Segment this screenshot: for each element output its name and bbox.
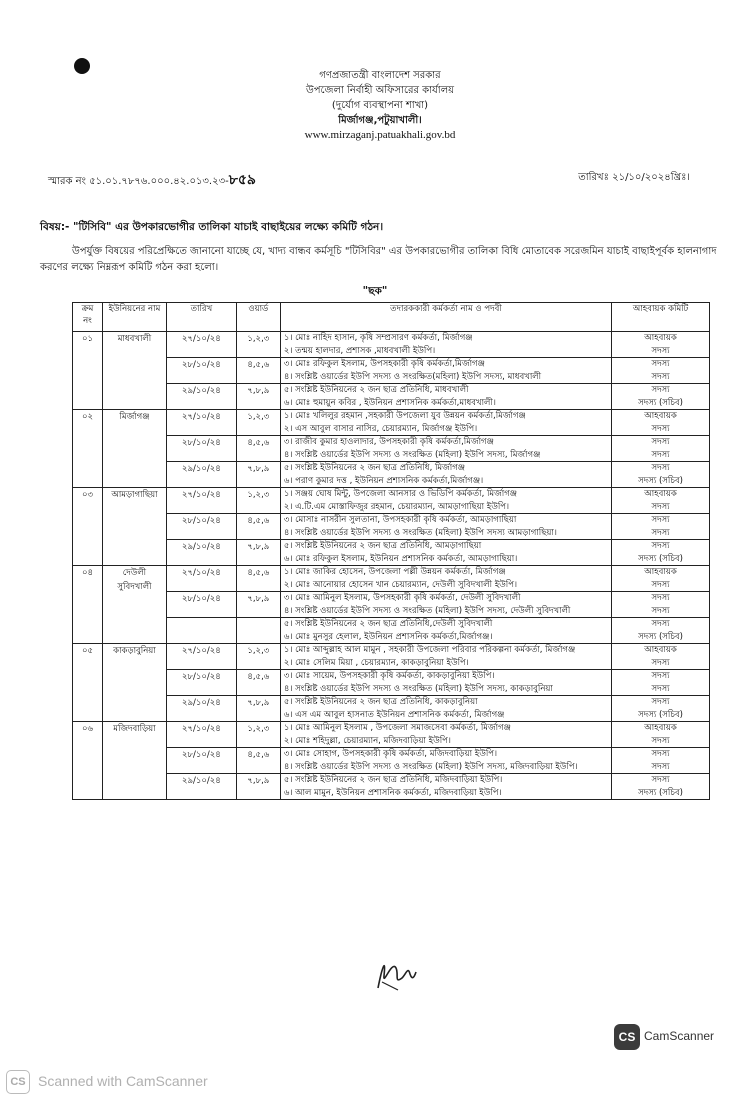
officer-cell (280, 332, 611, 358)
header-ward: ওয়ার্ড (236, 303, 280, 332)
header-serial: ক্রম নং (73, 303, 103, 332)
officer-line: ২। তন্ময় হালদার, প্রশাসক ,মাধবখালী ইউপি। (283, 345, 436, 356)
role-line: আহবায়ক (644, 645, 677, 655)
role-line: সদস্য (651, 437, 670, 447)
date-cell: ২৭/১০/২৪ (166, 722, 236, 748)
union-cell: মির্জাগঞ্জ (102, 410, 166, 488)
officer-cell (280, 514, 611, 540)
date-cell: ২৮/১০/২৪ (166, 748, 236, 774)
role-line: সদস্য (651, 775, 670, 785)
date-cell: ২৭/১০/২৪ (166, 410, 236, 436)
role-line: সদস্য (সচিব) (638, 553, 683, 564)
ward-cell: ৭,৮,৯ (236, 696, 280, 722)
ward-cell: ১,২,৩ (236, 410, 280, 436)
officer-line: ১। সঞ্জয় ঘোষ মিন্টু, উপজেলা আনসার ও ভিডিপি কর্মকর্তা, মির্জাগঞ্জ (283, 489, 518, 499)
role-cell (612, 488, 710, 514)
role-line: সদস্য (651, 423, 670, 434)
role-line: সদস্য (651, 359, 670, 369)
officer-cell (280, 748, 611, 774)
letterhead-line-4: মির্জাগঞ্জ,পটুয়াখালী। (338, 115, 422, 126)
union-cell: কাকড়াবুনিয়া (102, 644, 166, 722)
ward-cell: ৭,৮,৯ (236, 774, 280, 800)
role-cell (612, 774, 710, 800)
union-cell: মজিদবাড়িয়া (102, 722, 166, 800)
officer-line: ৩। রাজীব কুমার হাওলাদার, উপসহকারী কৃষি কর্মকর্তা,মির্জাগঞ্জ (283, 437, 494, 447)
role-cell (612, 358, 710, 384)
date-cell: ২৭/১০/২৪ (166, 488, 236, 514)
role-line: সদস্য (651, 345, 670, 356)
ward-cell: ৭,৮,৯ (236, 540, 280, 566)
role-line: আহবায়ক (644, 333, 677, 343)
officer-line: ৩। মোঃ সোহাগ, উপসহকারী কৃষি কর্মকর্তা, মজিদবাড়িয়া ইউপি। (283, 749, 498, 759)
officer-cell (280, 670, 611, 696)
serial-cell: ০৪ (73, 566, 103, 644)
officer-line: ৬। পরাণ কুমার দত্ত , ইউনিয়ন প্রশাসনিক কর্মকর্তা,মির্জাগঞ্জ। (283, 475, 484, 486)
table-row (73, 592, 710, 618)
role-line: সদস্য (সচিব) (638, 631, 683, 642)
header-officer: তদারককারী কর্মকর্তা নাম ও পদবী (280, 303, 611, 332)
role-line: সদস্য (651, 501, 670, 512)
table-header-row (73, 303, 710, 332)
officer-line: ৬। আল মামুন, ইউনিয়ন প্রশাসনিক কর্মকর্তা, মজিদবাড়িয়া ইউপি। (283, 787, 502, 798)
table-row (73, 332, 710, 358)
officer-cell (280, 644, 611, 670)
role-line: সদস্য (651, 463, 670, 473)
date-cell: ২৮/১০/২৪ (166, 358, 236, 384)
date-cell: ২৭/১০/২৪ (166, 644, 236, 670)
role-line: সদস্য (651, 541, 670, 551)
officer-line: ৫। সংশ্লিষ্ট ইউনিয়নের ২ জন ছাত্র প্রতিনিধি, আমড়াগাছিয়া (283, 541, 482, 551)
memo-number-handwritten: ৮৫৯ (228, 172, 256, 188)
camscanner-logo-icon: CS (614, 1024, 640, 1050)
date-cell: ২৯/১০/২৪ (166, 696, 236, 722)
letterhead-line-1: গণপ্রজাতন্ত্রী বাংলাদেশ সরকার (319, 70, 441, 81)
date-cell: ২৮/১০/২৪ (166, 592, 236, 618)
role-line: সদস্য (651, 605, 670, 616)
ward-cell: ৪,৫,৬ (236, 514, 280, 540)
role-cell (612, 332, 710, 358)
role-line: সদস্য (651, 657, 670, 668)
role-cell (612, 384, 710, 410)
officer-cell (280, 774, 611, 800)
letterhead-line-3: (দুর্যোগ ব্যবস্থাপনা শাখা) (331, 100, 429, 111)
officer-cell (280, 722, 611, 748)
table-row (73, 670, 710, 696)
ward-cell: ৪,৫,৬ (236, 748, 280, 774)
role-cell (612, 670, 710, 696)
role-cell (612, 566, 710, 592)
serial-cell: ০৬ (73, 722, 103, 800)
role-line: সদস্য (651, 449, 670, 460)
body-paragraph: উপর্যুক্ত বিষয়ের পরিপ্রেক্ষিতে জানানো যাচ্ছে যে, খাদ্য বান্ধব কর্মসূচি "টিসিবির" এর উপকারভোগীর তালিকা বিধি মোতাবেক সরেজমিন যাচাই বাছাইপূর্বক হালনাগাদ করণের লক্ষ্যে নিম্নরূপ কমিটি গঠন করা হলো। (40, 246, 717, 273)
table-row (73, 618, 710, 644)
officer-cell (280, 358, 611, 384)
header-date: তারিখ (166, 303, 236, 332)
officer-line: ৫। সংশ্লিষ্ট ইউনিয়নের ২ জন ছাত্র প্রতিনিধি, কাকড়াবুনিয়া (283, 697, 478, 707)
officer-cell (280, 696, 611, 722)
ward-cell: ১,২,৩ (236, 332, 280, 358)
role-line: সদস্য (সচিব) (638, 475, 683, 486)
role-line: সদস্য (সচিব) (638, 709, 683, 720)
role-line: সদস্য (651, 749, 670, 759)
role-cell (612, 748, 710, 774)
officer-line: ৪। সংশ্লিষ্ট ওয়ার্ডের ইউপি সদস্য ও সংরক্ষিত (মহিলা) ইউপি সদস্য, মির্জাগঞ্জ (283, 449, 541, 460)
role-line: সদস্য (651, 619, 670, 629)
officer-line: ৬। মোঃ মুনসুর হেলাল, ইউনিয়ন প্রশাসনিক কর্মকর্তা,মির্জাগঞ্জ। (283, 631, 493, 642)
date-cell: ২৭/১০/২৪ (166, 332, 236, 358)
officer-line: ৩। মোঃ আমিনুল ইসলাম, উপসহকারী কৃষি কর্মকর্তা, দেউলী সুবিদখালী (283, 593, 521, 603)
role-line: সদস্য (সচিব) (638, 397, 683, 408)
officer-cell (280, 436, 611, 462)
camscanner-watermark-icon: CS (6, 1070, 30, 1094)
officer-cell (280, 566, 611, 592)
role-cell (612, 540, 710, 566)
table-row (73, 566, 710, 592)
officer-line: ৫। সংশ্লিষ্ট ইউনিয়নের ২ জন ছাত্র প্রতিনিধি, মাধবখালী (283, 385, 469, 395)
officer-line: ৫। সংশ্লিষ্ট ইউনিয়নের ২ জন ছাত্র প্রতিনিধি, মজিদবাড়িয়া ইউপি। (283, 775, 503, 785)
date-cell: ২৭/১০/২৪ (166, 566, 236, 592)
date-cell: ২৯/১০/২৪ (166, 384, 236, 410)
role-line: সদস্য (651, 579, 670, 590)
serial-cell: ০১ (73, 332, 103, 410)
ward-cell (236, 618, 280, 644)
officer-line: ৪। সংশ্লিষ্ট ওয়ার্ডের ইউপি সদস্য ও সংরক্ষিত (মহিলা) ইউপি সদস্য, মজিদবাড়িয়া ইউপি। (283, 761, 578, 772)
role-line: আহবায়ক (644, 567, 677, 577)
table-row (73, 748, 710, 774)
role-cell (612, 462, 710, 488)
officer-line: ৪। সংশ্লিষ্ট ওয়ার্ডের ইউপি সদস্য ও সংরক্ষিত (মহিলা) ইউপি সদস্য, দেউলী সুবিদখালী (283, 605, 571, 616)
camscanner-label: CamScanner (644, 1029, 715, 1043)
officer-line: ২। মোঃ আনোয়ার হোসেন খান চেয়ারম্যান, দেউলী সুবিদখালী ইউপি। (283, 579, 518, 590)
table-caption: "ছক" (362, 285, 388, 297)
letterhead-line-2: উপজেলা নির্বাহী অফিসারের কার্যালয় (305, 85, 455, 96)
officer-line: ৬। মোঃ রফিকুল ইসলাম, ইউনিয়ন প্রশাসনিক কর্মকর্তা, আমড়াগাছিয়া। (283, 553, 518, 564)
table-row (73, 462, 710, 488)
table-row (73, 436, 710, 462)
table-row (73, 384, 710, 410)
officer-line: ১। মোঃ আমিনুল ইসলাম , উপজেলা সমাজসেবা কর্মকর্তা, মির্জাগঞ্জ (283, 723, 511, 733)
role-cell (612, 410, 710, 436)
officer-line: ১। মোঃ আব্দুল্লাহ আল মামুন , সহকারী উপজেলা পরিবার পরিকল্পনা কর্মকর্তা, মির্জাগঞ্জ (283, 645, 576, 655)
ward-cell: ১,২,৩ (236, 644, 280, 670)
officer-line: ২। এ.টি.এম মোস্তাফিজুর রহমান, চেয়ারম্যান, আমড়াগাছিয়া ইউপি। (283, 501, 510, 512)
ward-cell: ৭,৮,৯ (236, 592, 280, 618)
serial-cell: ০৩ (73, 488, 103, 566)
officer-line: ১। মোঃ খলিলুর রহমান ,সহকারী উপজেলা যুব উন্নয়ন কর্মকর্তা,মির্জাগঞ্জ (283, 411, 526, 421)
officer-line: ৩। মোঃ রফিকুল ইসলাম, উপসহকারী কৃষি কর্মকর্তা,মির্জাগঞ্জ (283, 359, 485, 369)
signature (372, 948, 420, 996)
officer-line: ৪। সংশ্লিষ্ট ওয়ার্ডের ইউপি সদস্য ও সংরক্ষিত(মহিলা) ইউপি সদস্য, মাধবখালী (283, 371, 542, 382)
ward-cell: ১,২,৩ (236, 722, 280, 748)
date-cell: ২৮/১০/২৪ (166, 670, 236, 696)
role-line: সদস্য (651, 697, 670, 707)
officer-line: ৫। সংশ্লিষ্ট ইউনিয়নের ২ জন ছাত্র প্রতিনিধি,দেউলী সুবিদখালী (283, 619, 493, 629)
role-line: সদস্য (651, 515, 670, 525)
header-role: আহবায়ক কমিটি (612, 303, 710, 332)
union-cell: মাধবখালী (102, 332, 166, 410)
role-line: আহবায়ক (644, 411, 677, 421)
memo-number (48, 168, 256, 192)
officer-line: ২। মোঃ শহিদুল্লা, চেয়ারম্যান, মজিদবাড়িয়া ইউপি। (283, 735, 451, 746)
table-row (73, 514, 710, 540)
serial-cell: ০৫ (73, 644, 103, 722)
role-line: সদস্য (651, 761, 670, 772)
date-cell (166, 618, 236, 644)
ward-cell: ৭,৮,৯ (236, 462, 280, 488)
officer-cell (280, 592, 611, 618)
table-row (73, 722, 710, 748)
role-line: সদস্য (651, 371, 670, 382)
serial-cell: ০২ (73, 410, 103, 488)
officer-cell (280, 410, 611, 436)
ward-cell: ৪,৫,৬ (236, 670, 280, 696)
date-cell: ২৮/১০/২৪ (166, 436, 236, 462)
ward-cell: ৪,৫,৬ (236, 566, 280, 592)
role-cell (612, 696, 710, 722)
ward-cell: ৪,৫,৬ (236, 358, 280, 384)
header-union: ইউনিয়নের নাম (102, 303, 166, 332)
date-cell: ২৯/১০/২৪ (166, 540, 236, 566)
role-line: আহবায়ক (644, 723, 677, 733)
hole-punch-mark (74, 58, 90, 74)
officer-line: ৩। মোসাঃ নাসরীন সুলতানা, উপসহকারী কৃষি কর্মকর্তা, আমড়াগাছিয়া (283, 515, 517, 525)
officer-cell (280, 384, 611, 410)
officer-line: ৬। মোঃ হুমায়ুন কবির , ইউনিয়ন প্রশাসনিক কর্মকর্তা,মাধবখালী। (283, 397, 496, 408)
role-line: সদস্য (সচিব) (638, 787, 683, 798)
officer-line: ২। এস আবুল বাসার নাসির, চেয়ারম্যান, মির্জাগঞ্জ ইউপি। (283, 423, 478, 434)
role-cell (612, 644, 710, 670)
ward-cell: ১,২,৩ (236, 488, 280, 514)
role-line: সদস্য (651, 527, 670, 538)
officer-line: ৫। সংশ্লিষ্ট ইউনিয়নের ২ জন ছাত্র প্রতিনিধি, মির্জাগঞ্জ (283, 463, 466, 473)
officer-cell (280, 540, 611, 566)
officer-cell (280, 488, 611, 514)
ward-cell: ৪,৫,৬ (236, 436, 280, 462)
officer-line: ৩। মোঃ সায়েম, উপসহকারী কৃষি কর্মকর্তা, কাকড়াবুনিয়া ইউপি। (283, 671, 495, 681)
officer-cell (280, 462, 611, 488)
union-cell: আমড়াগাছিয়া (102, 488, 166, 566)
date-cell: ২৯/১০/২৪ (166, 462, 236, 488)
table-row (73, 358, 710, 384)
role-line: সদস্য (651, 593, 670, 603)
table-row (73, 644, 710, 670)
officer-line: ৪। সংশ্লিষ্ট ওয়ার্ডের ইউপি সদস্য ও সংরক্ষিত (মহিলা) ইউপি সদস্য আমড়াগাছিয়া। (283, 527, 557, 538)
role-line: আহবায়ক (644, 489, 677, 499)
memo-number-text: স্মারক নং ৫১.০১.৭৮৭৬.০০০.৪২.০১৩.২৩- (48, 176, 229, 187)
officer-line: ৪। সংশ্লিষ্ট ওয়ার্ডের ইউপি সদস্য ও সংরক্ষিত (মহিলা) ইউপি সদস্য, কাকড়াবুনিয়া (283, 683, 553, 694)
issue-date: তারিখঃ ২১/১০/২০২৪খ্রিঃ। (578, 172, 690, 183)
role-line: সদস্য (651, 671, 670, 681)
role-line: সদস্য (651, 385, 670, 395)
officer-line: ২। মোঃ সেলিম মিয়া , চেয়ারম্যান, কাকড়াবুনিয়া ইউপি। (283, 657, 469, 668)
committee-table (72, 302, 710, 800)
officer-line: ১। মোঃ জাকির হোসেন, উপজেলা পল্লী উন্নয়ন কর্মকর্তা, মির্জাগঞ্জ (283, 567, 506, 577)
table-row (73, 410, 710, 436)
role-cell (612, 592, 710, 618)
table-row (73, 540, 710, 566)
table-row (73, 774, 710, 800)
role-line: সদস্য (651, 735, 670, 746)
officer-line: ১। মোঃ নাহিদ হাসান, কৃষি সম্প্রসারণ কর্মকর্তা, মির্জাগঞ্জ (283, 333, 473, 343)
role-cell (612, 722, 710, 748)
letterhead (250, 68, 510, 143)
camscanner-watermark: Scanned with CamScanner (38, 1073, 208, 1089)
subject-line: বিষয়:- "টিসিবি" এর উপকারভোগীর তালিকা যাচাই বাছাইয়ের লক্ষ্যে কমিটি গঠন। (40, 221, 384, 233)
role-cell (612, 514, 710, 540)
date-cell: ২৯/১০/২৪ (166, 774, 236, 800)
officer-line: ৬। এস এম আবুল হাসনাত ইউনিয়ন প্রশাসনিক কর্মকর্তা, মির্জাগঞ্জ (283, 709, 505, 720)
role-line: সদস্য (651, 683, 670, 694)
union-cell: দেউলী সুবিদখালী (102, 566, 166, 644)
role-cell (612, 436, 710, 462)
date-cell: ২৮/১০/২৪ (166, 514, 236, 540)
website: www.mirzaganj.patuakhali.gov.bd (304, 129, 456, 141)
role-cell (612, 618, 710, 644)
officer-cell (280, 618, 611, 644)
ward-cell: ৭,৮,৯ (236, 384, 280, 410)
table-row (73, 696, 710, 722)
table-row (73, 488, 710, 514)
